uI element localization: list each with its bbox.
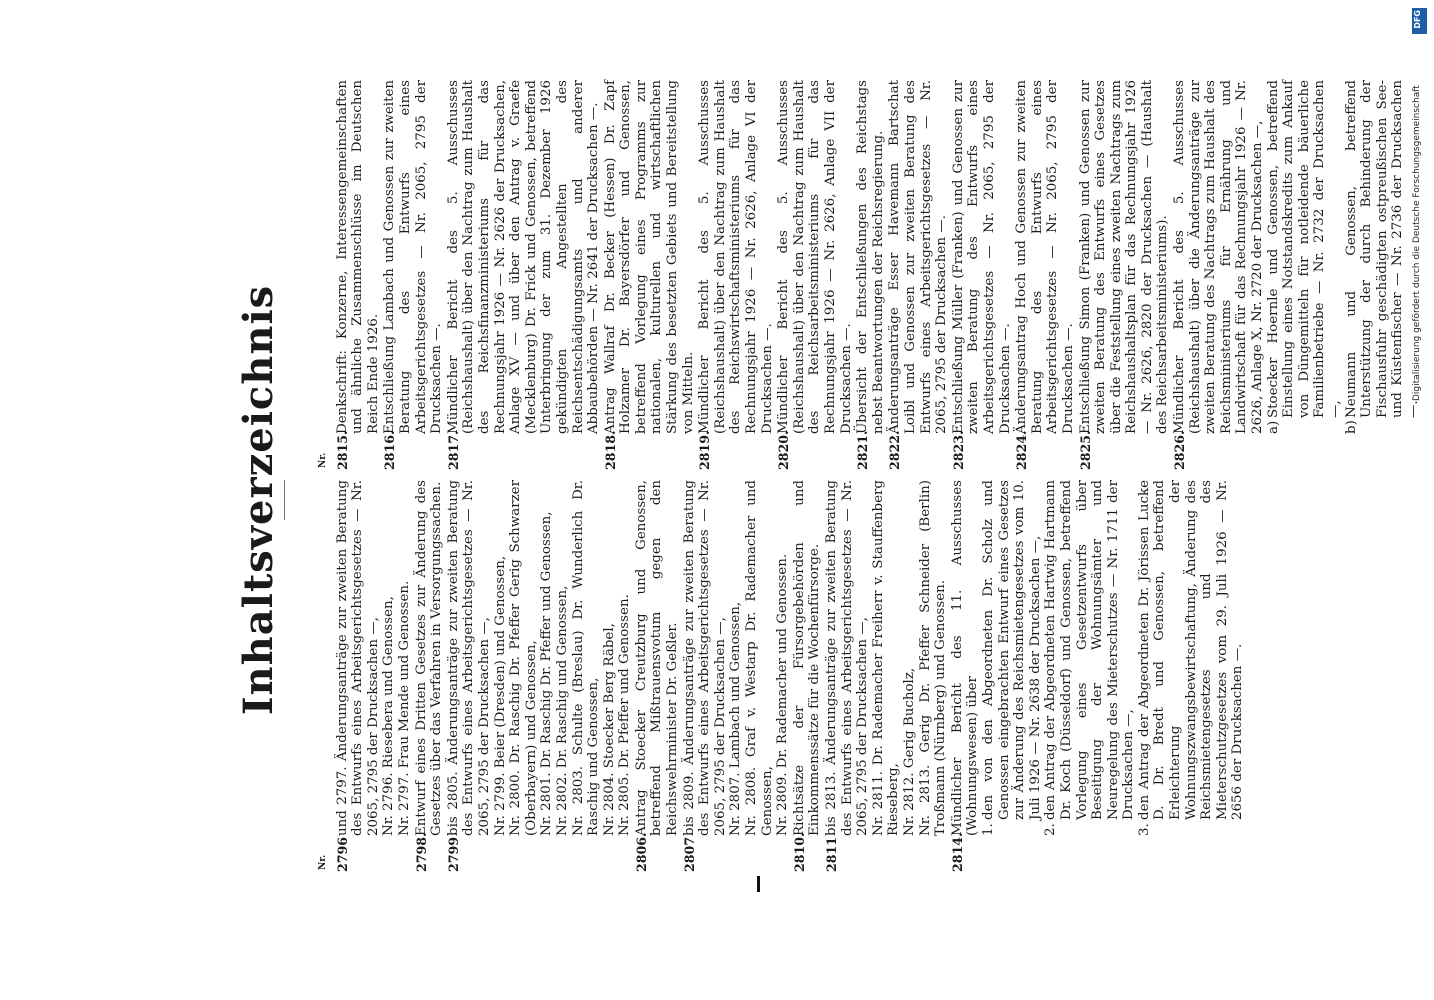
entry-line: Entschließung Simon (Franken) und Genossen zur zweiten Beratung des Entwurfs eines Gesetzes über die Feststellung eines zweiten Nachtrags zum Reichshaushaltsplan für das Rechnungsjahr 1926 — Nr. 2626, 2820 der Drucksachen — (Haushalt des Reichsarbeitsministeriums).: [1077, 80, 1171, 434]
toc-entry: [792, 480, 823, 872]
entry-line: Mündlicher Bericht des 5. Ausschusses (Reichshaushalt) über den Nachtrag zum Haushalt des Reichsarbeitsministeriums für das Rechnungsjahr 1926 — Nr. 2626, Anlage VII der Drucksachen —.: [776, 80, 854, 434]
entry-number: 2818.: [602, 430, 618, 470]
entry-subitem: [981, 480, 1043, 836]
page-title: Inhaltsverzeichnis: [235, 284, 282, 716]
toc-entry: [335, 480, 413, 872]
entry-subitem: [1344, 80, 1422, 434]
entry-line: Nr. 2808. Graf v. Westarp Dr. Rademacher und Genossen,: [744, 480, 775, 836]
entry-text: [1172, 80, 1422, 434]
subitem-text: den Antrag der Abgeordneten Dr. Jörissen Lucke D. Dr. Bredt und Genossen, betreffend Erleichterung der Wohnungszwangsbewirtschaftung, Änderung des Reichsmietengesetzes und des Mieterschutzgesetzes vom 29. Juli 1926 — Nr. 2656 der Drucksachen —.: [1136, 480, 1246, 820]
entry-number: 2824.: [1014, 430, 1030, 470]
entry-line: Nr. 2800. Dr. Raschig Dr. Pfeffer Gerig Schwarzer (Oberbayern) und Genossen,: [508, 480, 539, 836]
entry-number: 2806.: [633, 832, 649, 872]
entry-line: Entschließung Müller (Franken) und Genossen zur zweiten Beratung des Entwurfs eines Arbeitsgerichtsgesetzes — Nr. 2065, 2795 der Drucksachen —.: [950, 80, 1013, 434]
entry-subitem: [1266, 80, 1344, 434]
subitem-label: b): [1343, 420, 1359, 434]
toc-entry: [1014, 80, 1076, 470]
toc-column-left: [316, 480, 1247, 872]
toc-entry: [951, 80, 1013, 470]
entry-number: 2826.: [1172, 430, 1188, 470]
entry-text: [335, 80, 382, 434]
entry-text: [335, 480, 413, 836]
entry-line: Nr. 2813. Gerig Dr. Pfeffer Schneider (Berlin) Troßmann (Nürnberg) und Genossen.: [917, 480, 949, 836]
entry-text: [1014, 80, 1076, 434]
entry-line: und 2797. Änderungsanträge zur zweiten Beratung des Entwurfs eines Arbeitsgerichtsgesetzes — Nr. 2065, 2795 der Drucksachen —,: [334, 480, 381, 836]
entry-text: [634, 480, 681, 836]
toc-entry: [335, 80, 382, 470]
entry-line: Nr. 2811. Dr. Rademacher Freiherr v. Stauffenberg Rieseberg,: [870, 480, 902, 836]
entry-line: Änderungsanträge Esser Havemann Bartschat Loibl und Genossen zur zweiten Beratung des Entwurfs eines Arbeitsgerichtsgesetzes — Nr. 2065, 2795 der Drucksachen —.: [887, 80, 950, 434]
toc-entry: [887, 80, 949, 470]
entry-line: Nr. 2801. Dr. Raschig Dr. Pfeffer und Genossen,: [539, 511, 555, 836]
entry-text: [446, 480, 633, 836]
entry-number: 2799: [445, 836, 461, 872]
entry-number: 2798.: [413, 832, 429, 872]
entry-text: [792, 480, 823, 836]
toc-entry: [382, 80, 444, 470]
dfg-logo: [1412, 8, 1427, 34]
entry-number: 2811: [824, 836, 839, 872]
subitem-text: den Antrag der Abgeordneten Hartwig Hartmann Dr. Koch (Düsseldorf) und Genossen, betreffend Vorlegung eines Gesetzentwurfs über Beseitigung der Wohnungsämter und Neuregelung des Mieterschutzes — Nr. 1711 der Drucksachen —,: [1043, 480, 1137, 820]
dfg-logo-text: DFG: [1413, 10, 1422, 29]
entry-line: Entwurf eines Dritten Gesetzes zur Änderung des Gesetzes über das Verfahren in Versorgungssachen.: [413, 480, 445, 836]
entry-text: [414, 480, 445, 836]
entry-subitem: [1137, 480, 1246, 836]
subitem-label: 2.: [1043, 823, 1059, 836]
entry-text: [603, 80, 697, 434]
entry-number: 2807: [681, 836, 697, 872]
entry-number: 2810.: [791, 832, 807, 872]
toc-entry: [682, 480, 791, 872]
column-header: Nr.: [318, 452, 328, 468]
entry-line: Nr. 2799. Beier (Dresden) und Genossen,: [492, 555, 508, 836]
toc-entry: [414, 480, 445, 872]
entry-line: Nr. 2809. Dr. Rademacher und Genossen.: [775, 553, 791, 836]
entry-line: Nr. 2805. Dr. Pfeffer und Genossen.: [617, 594, 633, 836]
entry-number: 2822.: [887, 430, 903, 470]
entry-text: [697, 80, 775, 434]
column-header: Nr.: [318, 854, 328, 870]
entry-line: Mündlicher Bericht des 11. Ausschusses (Wohnungswesen) über: [949, 480, 981, 836]
entry-line: Nr. 2804. Stoecker Berg Räbel,: [601, 623, 617, 836]
entry-text: [1078, 80, 1172, 434]
toc-entry: [855, 80, 886, 470]
entry-line: Antrag Wallraf Dr. Becker (Hessen) Dr. Zapf Holzamer Dr. Bayersdörfer und Genossen, betreffend Vorlegung eines Programms zur nationalen, kulturellen und wirtschaftlichen Stärkung des besetzten Gebiets und Bereitstellung von Mitteln.: [602, 80, 696, 434]
entry-number: 2817.: [445, 430, 461, 470]
entry-line: Übersicht der Entschließungen des Reichstags nebst Beantwortungen der Reichsregierung.: [855, 80, 886, 434]
subitem-text: Neumann und Genossen, betreffend Unterstützung der durch Behinderung der Fischausfuhr geschädigten ostpreußischen See- und Küstenfischer — Nr. 2736 der Drucksachen —.: [1343, 80, 1421, 418]
entry-number: 2814.: [949, 832, 965, 872]
toc-entry: [446, 480, 633, 872]
entry-number: 2825.: [1077, 430, 1093, 470]
entry-line: bis 2813. Änderungsanträge zur zweiten Beratung des Entwurfs eines Arbeitsgerichtsgesetzes — Nr. 2065, 2795 der Drucksachen —,: [824, 480, 871, 836]
entry-line: Nr. 2802. Dr. Raschig und Genossen,: [554, 585, 570, 836]
entry-line: bis 2805. Änderungsanträge zur zweiten Beratung des Entwurfs eines Arbeitsgerichtsgesetzes — Nr. 2065, 2795 der Drucksachen —,: [445, 480, 492, 836]
toc-entry: [950, 480, 1246, 872]
entry-line: Mündlicher Bericht des 5. Ausschusses (Reichshaushalt) über die Änderungsanträge zur zweiten Beratung des Nachtrags zum Haushalt des Reichsministeriums für Ernährung und Landwirtschaft für das Rechnungsjahr 1926 — Nr. 2626, Anlage X, Nr. 2720 der Drucksachen —,: [1172, 80, 1266, 434]
entry-number: 2816.: [382, 430, 398, 470]
toc-entry: [697, 80, 775, 470]
toc-entry: [446, 80, 602, 470]
entry-number: 2821.: [855, 430, 871, 470]
entry-line: bis 2809. Änderungsanträge zur zweiten Beratung des Entwurfs eines Arbeitsgerichtsgesetzes — Nr. 2065, 2795 der Drucksachen —,: [681, 480, 728, 836]
subitem-label: 3.: [1136, 823, 1152, 836]
entry-line: Nr. 2796. Riesebera und Genossen,: [381, 596, 397, 836]
subitem-text: Stoecker Hoernle und Genossen, betreffend Einstellung eines Notstandskredits zum Ankauf von Düngemitteln für notleidende bäuerliche Familienbetriebe — Nr. 2732 der Drucksachen —,: [1265, 80, 1343, 418]
credit-text: Digitalisierung gefördert durch die Deutsche Forschungsgemeinschaft: [1412, 85, 1422, 401]
entry-number: 2815.: [334, 430, 350, 470]
toc-entry: [1172, 80, 1422, 470]
toc-entry: [1078, 80, 1172, 470]
entry-text: [887, 80, 949, 434]
entry-line: Mündlicher Bericht des 5. Ausschusses (Reichshaushalt) über den Nachtrag zum Haushalt des Reichswirtschaftsministeriums für das Rechnungsjahr 1926 — Nr. 2626, Anlage VI der Drucksachen —.: [697, 80, 775, 434]
entry-text: [382, 80, 444, 434]
toc-entry: [603, 80, 697, 470]
entry-text: [682, 480, 791, 836]
entry-line: Richtsätze der Fürsorgebehörden und Einkommenssätze für die Wochenfürsorge.: [791, 480, 823, 836]
toc-entry: [824, 480, 949, 872]
title-divider: [284, 480, 285, 520]
entry-number: 2823.: [950, 430, 966, 470]
entry-number: 2820.: [776, 430, 792, 470]
entry-text: [446, 80, 602, 434]
toc-column-right: [316, 80, 1423, 470]
entry-text: [824, 480, 949, 836]
toc-entry: [634, 480, 681, 872]
entry-line: Nr. 2803. Schulte (Breslau) Dr. Wunderlich Dr. Raschig und Genossen,: [570, 480, 602, 836]
entry-line: Nr. 2812. Gerig Bucholz,: [901, 667, 917, 836]
subitem-text: den von den Abgeordneten Dr. Scholz und Genossen eingebrachten Entwurf eines Gesetzes zur Änderung des Reichsmietengesetzes vom 10. Juli 1926 — Nr. 2638 der Drucksachen —,: [980, 480, 1043, 820]
entry-line: Antrag Stoecker Creutzburg und Genossen, betreffend Mißtrauensvotum gegen den Reichswehrminister Dr. Geßler.: [633, 480, 681, 836]
entry-number: 2796: [334, 836, 350, 872]
entry-line: Mündlicher Bericht des 5. Ausschusses (Reichshaushalt) über den Nachtrag zum Haushalt des Reichsfinanzministeriums für das Rechnungsjahr 1926 — Nr. 2626 der Drucksachen, Anlage XV — und über den Antrag v. Graefe (Mecklenburg) Dr. Frick und Genossen, betreffend Unterbringung der zum 31. Dezember 1926 gekündigten Angestellten des Reichsentschädigungsamts und anderer Abbaubehörden — Nr. 2641 der Drucksachen —.: [445, 80, 602, 434]
digitization-credit: [1411, 8, 1429, 992]
entry-text: [951, 80, 1013, 434]
entry-subitem: [1043, 480, 1137, 836]
entry-line: Denkschrift: Konzerne, Interessengemeinschaften und ähnliche Zusammenschlüsse im Deutschen Reich Ende 1926.: [334, 80, 381, 434]
margin-mark: [757, 876, 760, 892]
entry-line: Nr. 2807. Lambach und Genossen,: [728, 601, 744, 836]
subitem-label: a): [1265, 420, 1281, 434]
toc-entry: [776, 80, 854, 470]
entry-number: 2819.: [697, 430, 713, 470]
entry-text: [950, 480, 1246, 836]
entry-line: Entschließung Lambach und Genossen zur zweiten Beratung des Entwurfs eines Arbeitsgerichtsgesetzes — Nr. 2065, 2795 der Drucksachen —.: [382, 80, 445, 434]
entry-line: Nr. 2797. Frau Mende und Genossen.: [396, 580, 412, 836]
subitem-label: 1.: [980, 823, 996, 836]
entry-text: [855, 80, 886, 434]
entry-text: [776, 80, 854, 434]
entry-line: Änderungsantrag Hoch und Genossen zur zweiten Beratung des Entwurfs eines Arbeitsgerichtsgesetzes — Nr. 2065, 2795 der Drucksachen —.: [1014, 80, 1076, 434]
